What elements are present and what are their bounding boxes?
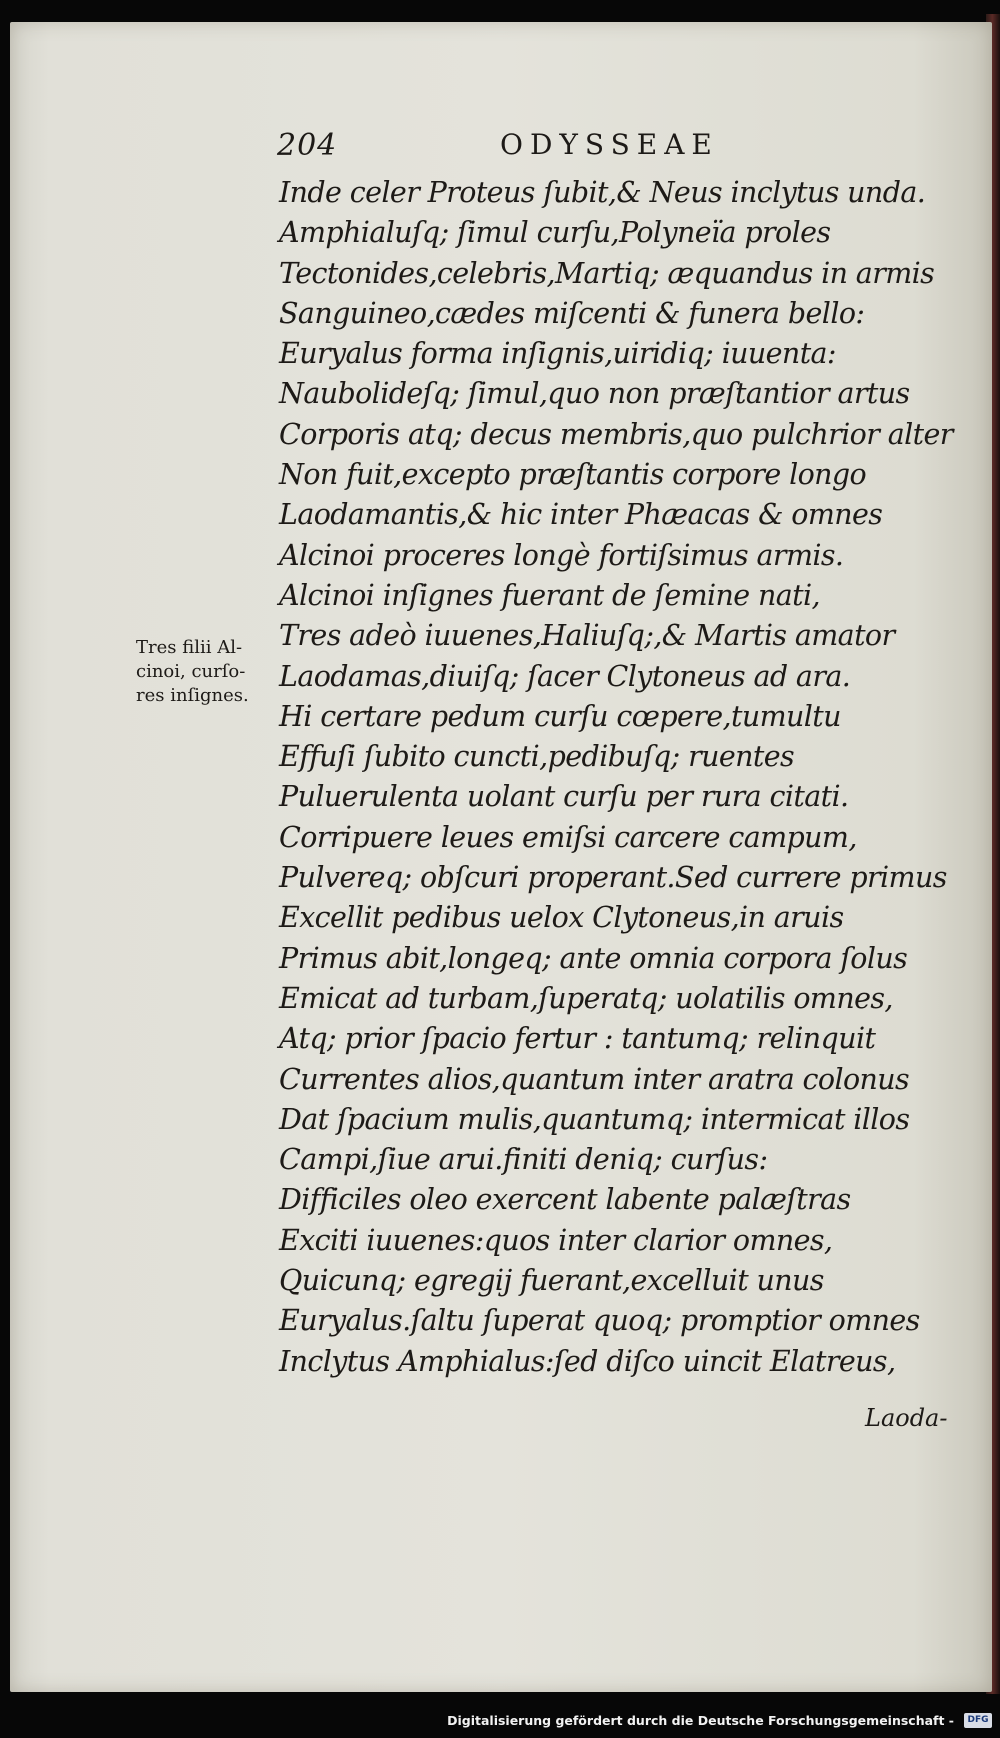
verse-line: Pulvereq; obſcuri properant.Sed currere primus <box>279 861 947 895</box>
verse-line: Tectonides,celebris,Martiq; æquandus in armis <box>279 256 935 290</box>
page-number: 204 <box>277 128 338 163</box>
verse-line: Naubolideſq; ſimul,quo non præſtantior artus <box>279 377 910 411</box>
digitization-credit: Digitalisierung gefördert durch die Deutsche Forschungsgemeinschaft - <box>447 1713 954 1728</box>
verse-line: Inde celer Proteus ſubit,& Neus inclytus unda. <box>279 176 926 209</box>
verse-line: Hi certare pedum curſu cœpere,tumultu <box>279 699 841 733</box>
marginal-note: Tres filii Al- cinoi, curſo- res inſignes. <box>136 637 249 706</box>
verse-line: Campi,ſiue arui.finiti deniq; curſus: <box>279 1143 768 1177</box>
dfg-logo-icon: DFG <box>964 1713 992 1728</box>
verse-line: Inclytus Amphialus:ſed diſco uincit Elatreus, <box>279 1344 896 1378</box>
verse-line: Corporis atq; decus membris,quo pulchrior alter <box>279 417 953 451</box>
verse-line: Excellit pedibus uelox Clytoneus,in aruis <box>279 901 844 935</box>
verse-line: Laodamas,diuiſq; ſacer Clytoneus ad ara. <box>279 659 851 693</box>
running-title: ODYSSEAE <box>500 128 719 161</box>
verse-line: Currentes alios,quantum inter aratra colonus <box>279 1062 910 1096</box>
verse-line: Tres adeò iuuenes,Haliuſq;,& Martis amator <box>279 619 895 653</box>
verse-block <box>279 173 979 1382</box>
verse-line: Euryalus forma inſignis,uiridiq; iuuenta: <box>279 337 836 371</box>
verse-line: Amphialuſq; ſimul curſu,Polyneïa proles <box>279 216 831 250</box>
verse-line: Exciti iuuenes:quos inter clarior omnes, <box>279 1223 833 1257</box>
verse-line: Puluerulenta uolant curſu per rura citati. <box>279 780 849 814</box>
verse-line: Corripuere leues emiſsi carcere campum, <box>279 820 857 854</box>
verse-line: Difficiles oleo exercent labente palæſtras <box>279 1183 851 1217</box>
catchword: Laoda- <box>865 1404 948 1432</box>
verse-line: Euryalus.ſaltu ſuperat quoq; promptior omnes <box>279 1304 920 1338</box>
verse-line: Dat ſpacium mulis,quantumq; intermicat illos <box>279 1102 910 1136</box>
book-page <box>10 22 992 1692</box>
verse-line: Alcinoi inſignes fuerant de ſemine nati, <box>279 578 820 612</box>
verse-line: Laodamantis,& hic inter Phæacas & omnes <box>279 498 883 532</box>
verse-line: Quicunq; egregij fuerant,excelluit unus <box>279 1264 824 1298</box>
verse-line: Sanguineo,cædes miſcenti & funera bello: <box>279 296 865 330</box>
verse-line: Primus abit,longeq; ante omnia corpora ſolus <box>279 941 908 975</box>
verse-line: Atq; prior ſpacio fertur : tantumq; relinquit <box>279 1022 876 1056</box>
verse-line: Alcinoi proceres longè fortiſsimus armis. <box>279 538 844 572</box>
verse-line: Emicat ad turbam,ſuperatq; uolatilis omnes, <box>279 981 893 1015</box>
verse-line: Non fuit,excepto præſtantis corpore longo <box>279 458 867 492</box>
verse-line: Effuſi ſubito cuncti,pedibuſq; ruentes <box>279 740 795 774</box>
